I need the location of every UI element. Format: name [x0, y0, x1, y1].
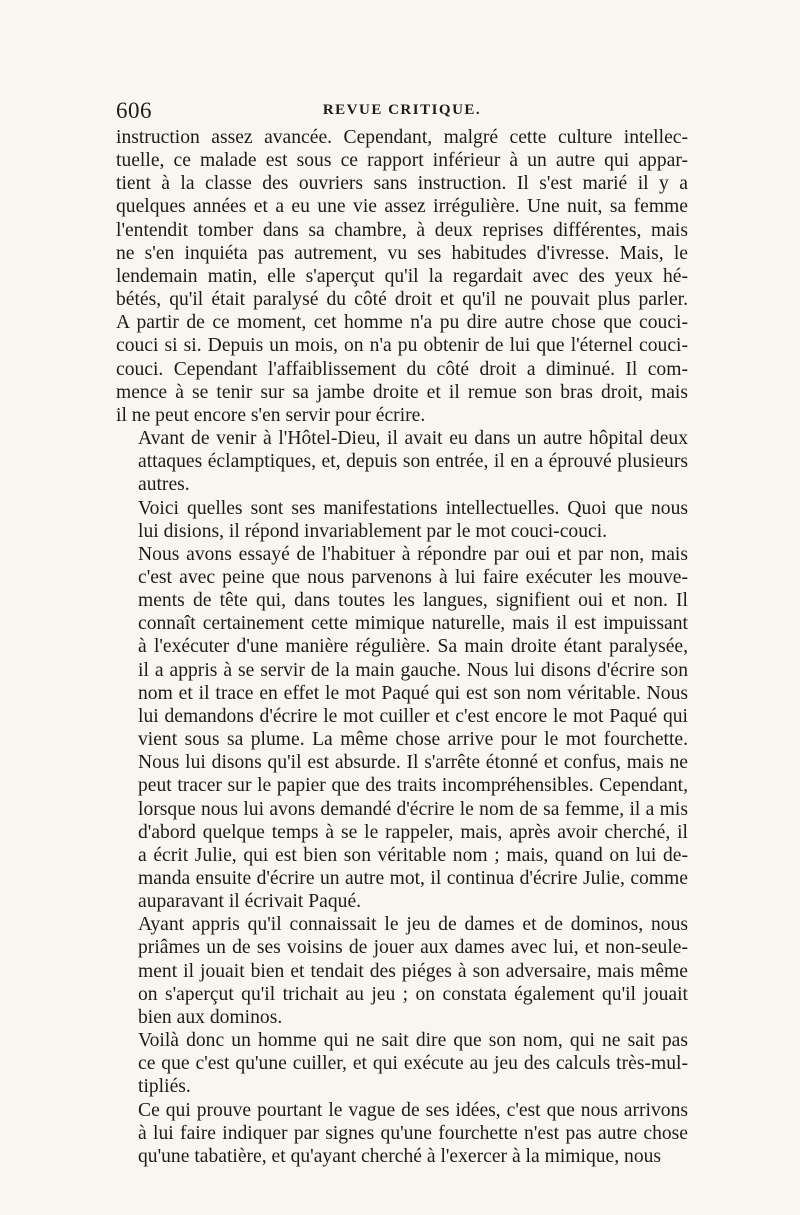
text-line: ce que c'est qu'une cuiller, et qui exécute au jeu des calculs très-mul- [138, 1053, 688, 1075]
text-line: Avant de venir à l'Hôtel-Dieu, il avait eu dans un autre hôpital deux [138, 428, 688, 450]
text-line: lui demandons d'écrire le mot cuiller et c'est encore le mot Paqué qui [138, 705, 688, 727]
paragraph-p3 [116, 497, 688, 543]
text-line: à l'exécuter d'une manière régulière. Sa main droite étant paralysée, [138, 636, 688, 658]
text-line: attaques éclamptiques, et, depuis son entrée, il en a éprouvé plusieurs [138, 451, 688, 473]
page-number: 606 [116, 98, 152, 123]
text-line: bien aux dominos. [138, 1006, 283, 1028]
text-line: d'abord quelque temps à se le rappeler, mais, après avoir cherché, il [138, 821, 688, 843]
text-line: on s'aperçut qu'il trichait au jeu ; on constata également qu'il jouait [138, 983, 688, 1005]
paragraph-p5 [116, 913, 688, 1029]
text-line: instruction assez avancée. Cependant, malgré cette culture intellec- [116, 127, 688, 148]
text-line: tuelle, ce malade est sous ce rapport inférieur à un autre qui appar- [116, 150, 688, 172]
text-line: bétés, qu'il était paralysé du côté droit et qu'il ne pouvait plus parler. [116, 289, 688, 311]
text-line: couci si si. Depuis un mois, on n'a pu obtenir de lui que l'éternel couci- [116, 335, 688, 357]
text-line: Nous lui disons qu'il est absurde. Il s'arrête étonné et confus, mais ne [138, 752, 688, 774]
text-line: tipliés. [138, 1076, 191, 1098]
text-line: peut tracer sur le papier que des traits incompréhensibles. Cependant, [138, 775, 688, 797]
text-line: lorsque nous lui avons demandé d'écrire le nom de sa femme, il a mis [138, 798, 688, 820]
text-line: auparavant il écrivait Paqué. [138, 891, 362, 913]
text-line: couci. Cependant l'affaiblissement du côté droit a diminué. Il com- [116, 358, 688, 380]
text-line: manda ensuite d'écrire un autre mot, il continua d'écrire Julie, comme [138, 868, 688, 889]
text-line: Voici quelles sont ses manifestations intellectuelles. Quoi que nous [138, 497, 688, 519]
text-line: il ne peut encore s'en servir pour écrire. [116, 404, 426, 426]
paragraph-p7 [116, 1099, 688, 1168]
text-line: nom et il trace en effet le mot Paqué qui est son nom véritable. Nous [138, 682, 688, 704]
text-line: l'entendit tomber dans sa chambre, à deux reprises différentes, mais [116, 219, 688, 241]
page-header [116, 98, 688, 128]
text-line: connaît certainement cette mimique naturelle, mais il est impuissant [138, 613, 688, 635]
text-line: quelques années et a eu une vie assez irrégulière. Une nuit, sa femme [116, 196, 688, 218]
text-line: Voilà donc un homme qui ne sait dire que son nom, qui ne sait pas [138, 1030, 688, 1052]
text-line: il a appris à se servir de la main gauche. Nous lui disons d'écrire son [138, 659, 688, 681]
text-line: ment il jouait bien et tendait des piéges à son adversaire, mais même [138, 960, 688, 982]
text-line: priâmes un de ses voisins de jouer aux dames avec lui, et non-seule- [138, 937, 688, 959]
paragraph-p4 [116, 543, 688, 914]
body-text [116, 126, 688, 1168]
paragraph-p1 [116, 126, 688, 427]
text-line: ments de tête qui, dans toutes les langues, signifient oui et non. Il [138, 590, 688, 612]
text-line: autres. [138, 474, 190, 496]
text-line: ne s'en inquiéta pas autrement, vu ses habitudes d'ivresse. Mais, le [116, 242, 688, 264]
text-line: Ce qui prouve pourtant le vague de ses idées, c'est que nous arrivons [138, 1099, 688, 1121]
running-title: REVUE CRITIQUE. [322, 102, 482, 118]
text-line: lendemain matin, elle s'aperçut qu'il la regardait avec des yeux hé- [116, 265, 688, 287]
text-line: A partir de ce moment, cet homme n'a pu dire autre chose que couci- [116, 312, 688, 334]
text-line: à lui faire indiquer par signes qu'une fourchette n'est pas autre chose [138, 1122, 688, 1144]
text-line: Nous avons essayé de l'habituer à répondre par oui et par non, mais [138, 543, 688, 565]
text-line: lui disions, il répond invariablement par le mot couci-couci. [138, 520, 608, 542]
text-line: tient à la classe des ouvriers sans instruction. Il s'est marié il y a [116, 173, 688, 195]
paragraph-p2 [116, 427, 688, 496]
text-line: mence à se tenir sur sa jambe droite et il remue son bras droit, mais [116, 381, 688, 403]
text-line: a écrit Julie, qui est bien son véritable nom ; mais, quand on lui de- [138, 844, 688, 866]
text-line: c'est avec peine que nous parvenons à lui faire exécuter les mouve- [138, 566, 688, 588]
paragraph-p6 [116, 1029, 688, 1098]
text-line: qu'une tabatière, et qu'ayant cherché à l'exercer à la mimique, nous [138, 1145, 662, 1167]
text-line: vient sous sa plume. La même chose arrive pour le mot fourchette. [138, 729, 688, 751]
text-line: Ayant appris qu'il connaissait le jeu de dames et de dominos, nous [138, 914, 688, 936]
